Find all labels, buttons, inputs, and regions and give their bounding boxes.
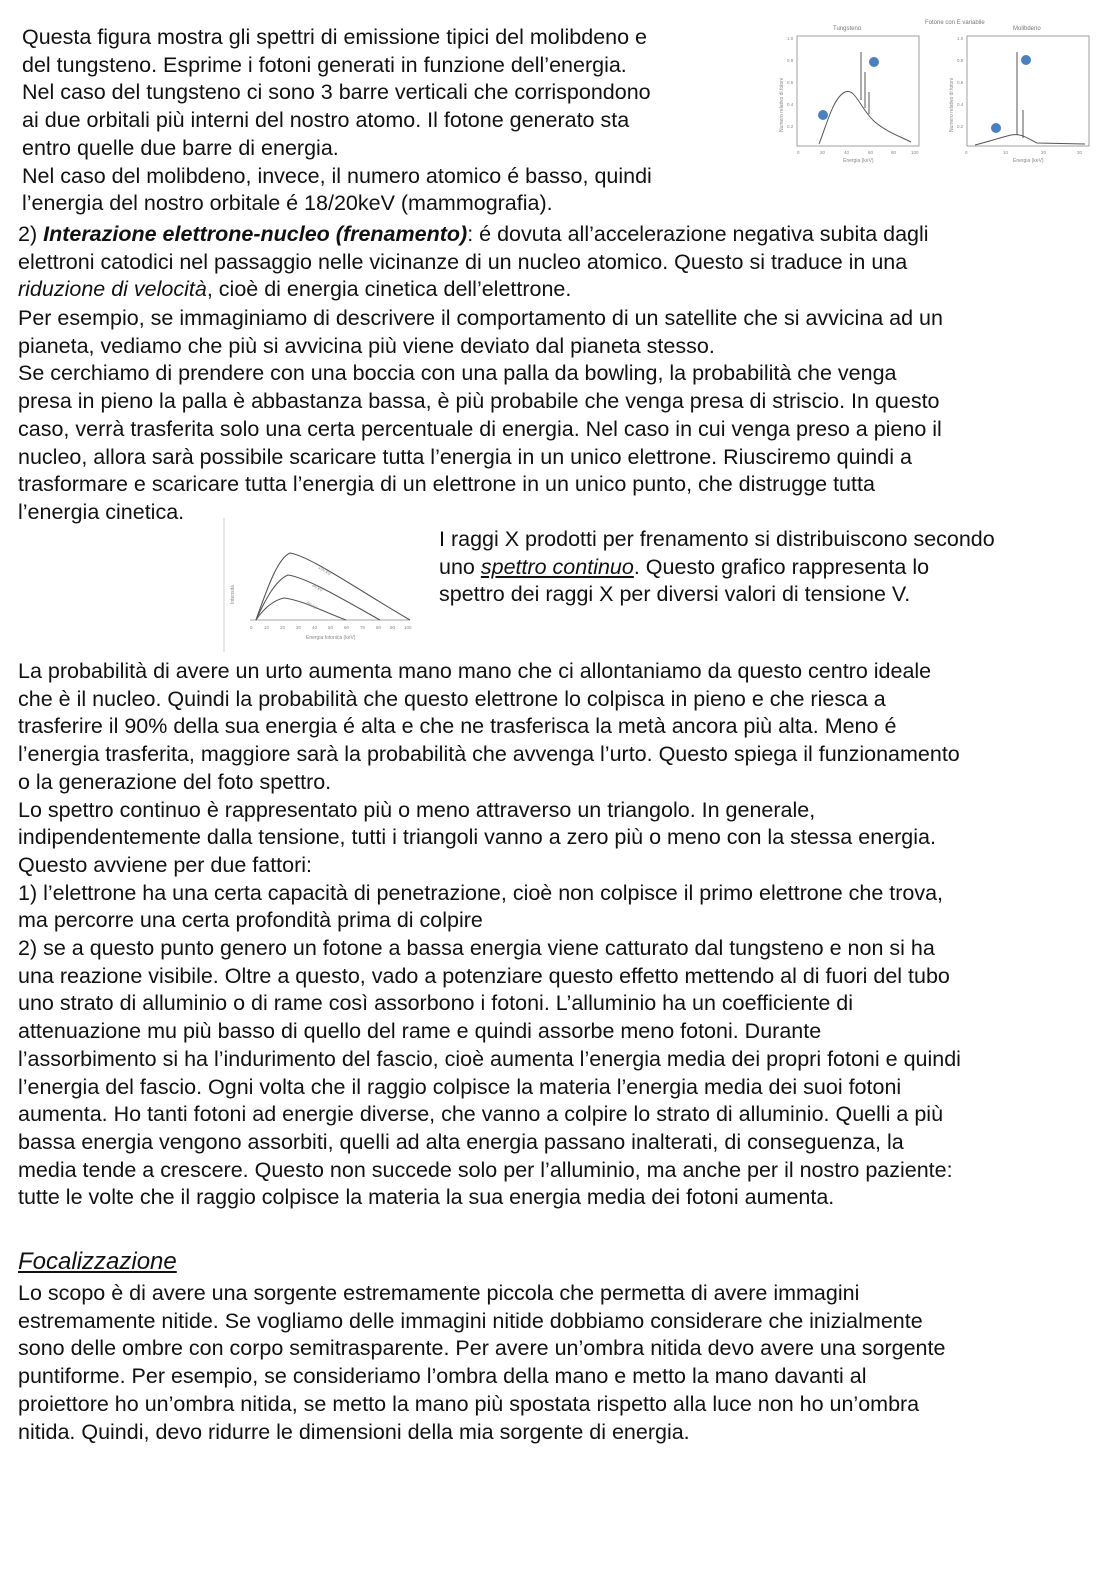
curve-60kv bbox=[256, 598, 346, 620]
xtick: 0 bbox=[965, 150, 968, 155]
tungsten-axes bbox=[797, 36, 919, 146]
ytick: 0.6 bbox=[957, 80, 964, 85]
molybdenum-photon-marker-high bbox=[1021, 55, 1031, 65]
molybdenum-xticks bbox=[965, 150, 1083, 155]
xtick: 10 bbox=[1003, 150, 1009, 155]
ytick: 1.0 bbox=[957, 36, 964, 41]
ytick: 0.8 bbox=[787, 58, 794, 63]
heading-focalizzazione: Focalizzazione bbox=[18, 1248, 177, 1275]
molybdenum-continuum-curve bbox=[975, 135, 1085, 145]
continuous-xticks bbox=[250, 625, 412, 630]
xtick: 70 bbox=[360, 625, 366, 630]
continuous-spectrum-paragraph bbox=[439, 526, 1099, 609]
tungsten-photon-marker-low bbox=[818, 110, 828, 120]
xtick: 60 bbox=[868, 150, 874, 155]
ytick: 1.0 bbox=[787, 36, 794, 41]
xtick: 100 bbox=[911, 150, 919, 155]
tungsten-xticks bbox=[797, 150, 919, 155]
xtick: 80 bbox=[376, 625, 382, 630]
p2-term: Interazione elettrone-nucleo (frenamento) bbox=[43, 222, 468, 246]
xtick: 40 bbox=[312, 625, 318, 630]
p2-end: , cioè di energia cinetica dell’elettrone. bbox=[206, 277, 572, 302]
continuous-ylabel: Intensità bbox=[230, 585, 236, 604]
curve-label: 100 kV bbox=[317, 564, 333, 577]
curve-80kv bbox=[256, 575, 380, 620]
continuous-spectrum-svg bbox=[220, 516, 426, 654]
paragraph-bremsstrahlung bbox=[18, 221, 1100, 304]
p2-rest: : é dovuta all’accelerazione negativa subita dagli elettroni catodici nel passaggio nelle vicinanze di un nucleo atomico. Questo si traduce in una bbox=[18, 222, 929, 274]
xtick: 30 bbox=[296, 625, 302, 630]
xtick: 100 bbox=[404, 625, 412, 630]
side-start: I raggi X prodotti per frenamento si distribuiscono secondo uno bbox=[439, 527, 995, 579]
molybdenum-yticks bbox=[957, 36, 964, 129]
intro-paragraph: Questa figura mostra gli spettri di emissione tipici del molibdeno e del tungsteno. Esprime i fotoni generati in funzione dell’energia. Nel caso del tungsteno ci sono 3 barre verticali che corrispondono ai due orbitali più interni del nostro atomo. Il fotone generato sta entro quelle due barre di energia. Nel caso del molibdeno, invece, il numero atomico é basso, quindi l’energia del nostro orbitale é 18/20keV (mammografia). bbox=[22, 25, 652, 216]
ytick: 0.4 bbox=[787, 102, 794, 107]
emission-spectra-svg bbox=[775, 14, 1097, 166]
ytick: 0.6 bbox=[787, 80, 794, 85]
xtick: 60 bbox=[344, 625, 350, 630]
molybdenum-ylabel: Numero relativo di fotoni bbox=[949, 77, 955, 132]
xtick: 40 bbox=[844, 150, 850, 155]
p2-italic: riduzione di velocità bbox=[18, 277, 207, 302]
xtick: 20 bbox=[1041, 150, 1047, 155]
xtick: 10 bbox=[264, 625, 270, 630]
ytick: 0.8 bbox=[957, 58, 964, 63]
molybdenum-photon-marker-low bbox=[991, 123, 1001, 133]
p2-number: 2) bbox=[18, 222, 44, 246]
curve-label: 60 kV bbox=[305, 600, 319, 611]
xtick: 20 bbox=[280, 625, 286, 630]
continuous-spectrum-term: spettro continuo bbox=[480, 554, 634, 579]
xtick: 0 bbox=[797, 150, 800, 155]
ytick: 0.4 bbox=[957, 102, 964, 107]
xtick: 80 bbox=[891, 150, 897, 155]
molybdenum-xlabel: Energia (keV) bbox=[1013, 158, 1044, 164]
tungsten-yticks bbox=[787, 36, 794, 129]
emission-spectra-figure bbox=[775, 14, 1097, 166]
paragraph-examples: Per esempio, se immaginiamo di descrivere il comportamento di un satellite che si avvicina ad un pianeta, vediamo che più si avvicina più viene deviato dal pianeta stesso. Se cerchiamo di prendere con una boccia con una palla da bowling, la probabilità che venga presa in pieno la palla è abbastanza bassa, è più probabile che venga presa di striscio. In questo caso, verrà trasferita solo una certa percentuale di energia. Nel caso in cui venga preso a pieno il nucleo, allora sarà possibile scaricare tutta l’energia in un unico elettrone. Riusciremo quindi a trasformare e scaricare tutta l’energia di un elettrone in un unico punto, che distrugge tutta l’energia cinetica. bbox=[18, 306, 943, 524]
molybdenum-title: Molibdeno bbox=[1013, 26, 1041, 32]
ytick: 0.2 bbox=[787, 124, 794, 129]
xtick: 20 bbox=[820, 150, 826, 155]
tungsten-photon-marker-high bbox=[869, 57, 879, 67]
ytick: 0.2 bbox=[957, 124, 964, 129]
xtick: 50 bbox=[328, 625, 334, 630]
tungsten-ylabel: Numero relativo di fotoni bbox=[779, 77, 785, 132]
xtick: 30 bbox=[1077, 150, 1083, 155]
side-end: . Questo grafico rappresenta lo spettro dei raggi X per diversi valori di tensione V. bbox=[439, 554, 930, 607]
paragraph-probability: La probabilità di avere un urto aumenta mano mano che ci allontaniamo da questo centro ideale che è il nucleo. Quindi la probabilità che questo elettrone lo colpisca in pieno e che riesca a trasferire il 90% della sua energia é alta e che ne trasferisca la metà ancora più alta. Meno é l’energia trasferita, maggiore sarà la probabilità che avvenga l’urto. Questo spiega il funzionamento o la generazione del foto spettro. Lo spettro continuo è rappresentato più o meno attraverso un triangolo. In generale, indipendentemente dalla tensione, tutti i triangoli vanno a zero più o meno con la stessa energia. Questo avviene per due fattori: 1) l’elettrone ha una certa capacità di penetrazione, cioè non colpisce il primo elettrone che trova, ma percorre una certa profondità prima di colpire 2) se a questo punto genero un fotone a bassa energia viene catturato dal tungsteno e non si ha una reazione visibile. Oltre a questo, vado a potenziare questo effetto mettendo al di fuori del tubo uno strato di alluminio o di rame così assorbono i fotoni. L’alluminio ha un coefficiente di attenuazione mu più basso di quello del rame e quindi assorbe meno fotoni. Durante l’assorbimento si ha l’indurimento del fascio, cioè aumenta l’energia media dei propri fotoni e quindi l’energia del fascio. Ogni volta che il raggio colpisce la materia l’energia media dei suoi fotoni aumenta. Ho tanti fotoni ad energie diverse, che vanno a colpire lo strato di alluminio. Quelli a più bassa energia vengono assorbiti, quelli ad alta energia passano inalterati, di conseguenza, la media tende a crescere. Questo non succede solo per l’alluminio, ma anche per il nostro paziente: tutte le volte che il raggio colpisce la materia la sua energia media dei fotoni aumenta. bbox=[18, 659, 961, 1210]
curve-label: 80 kV bbox=[311, 582, 324, 593]
tungsten-xlabel: Energia (keV) bbox=[843, 158, 874, 164]
xtick: 90 bbox=[390, 625, 396, 630]
continuous-xlabel: Energia fotonica (keV) bbox=[306, 635, 356, 641]
paragraph-focalizzazione: Lo scopo è di avere una sorgente estremamente piccola che permetta di avere immagini estremamente nitide. Se vogliamo delle immagini nitide dobbiamo considerare che inizialmente sono delle ombre con corpo semitrasparente. Per avere un’ombra nitida devo avere una sorgente puntiforme. Per esempio, se consideriamo l’ombra della mano e metto la mano davanti al proiettore ho un’ombra nitida, se metto la mano più spostata rispetto alla luce non ho un’ombra nitida. Quindi, devo ridurre le dimensioni della mia sorgente di energia. bbox=[18, 1281, 946, 1444]
continuous-spectrum-figure bbox=[220, 516, 426, 654]
molybdenum-axes bbox=[967, 36, 1089, 146]
xtick: 0 bbox=[250, 625, 253, 630]
tungsten-title: Tungsteno bbox=[833, 26, 862, 32]
spectra-suptitle: Fotone con E variabile bbox=[925, 20, 985, 26]
curve-100kv bbox=[256, 553, 410, 620]
